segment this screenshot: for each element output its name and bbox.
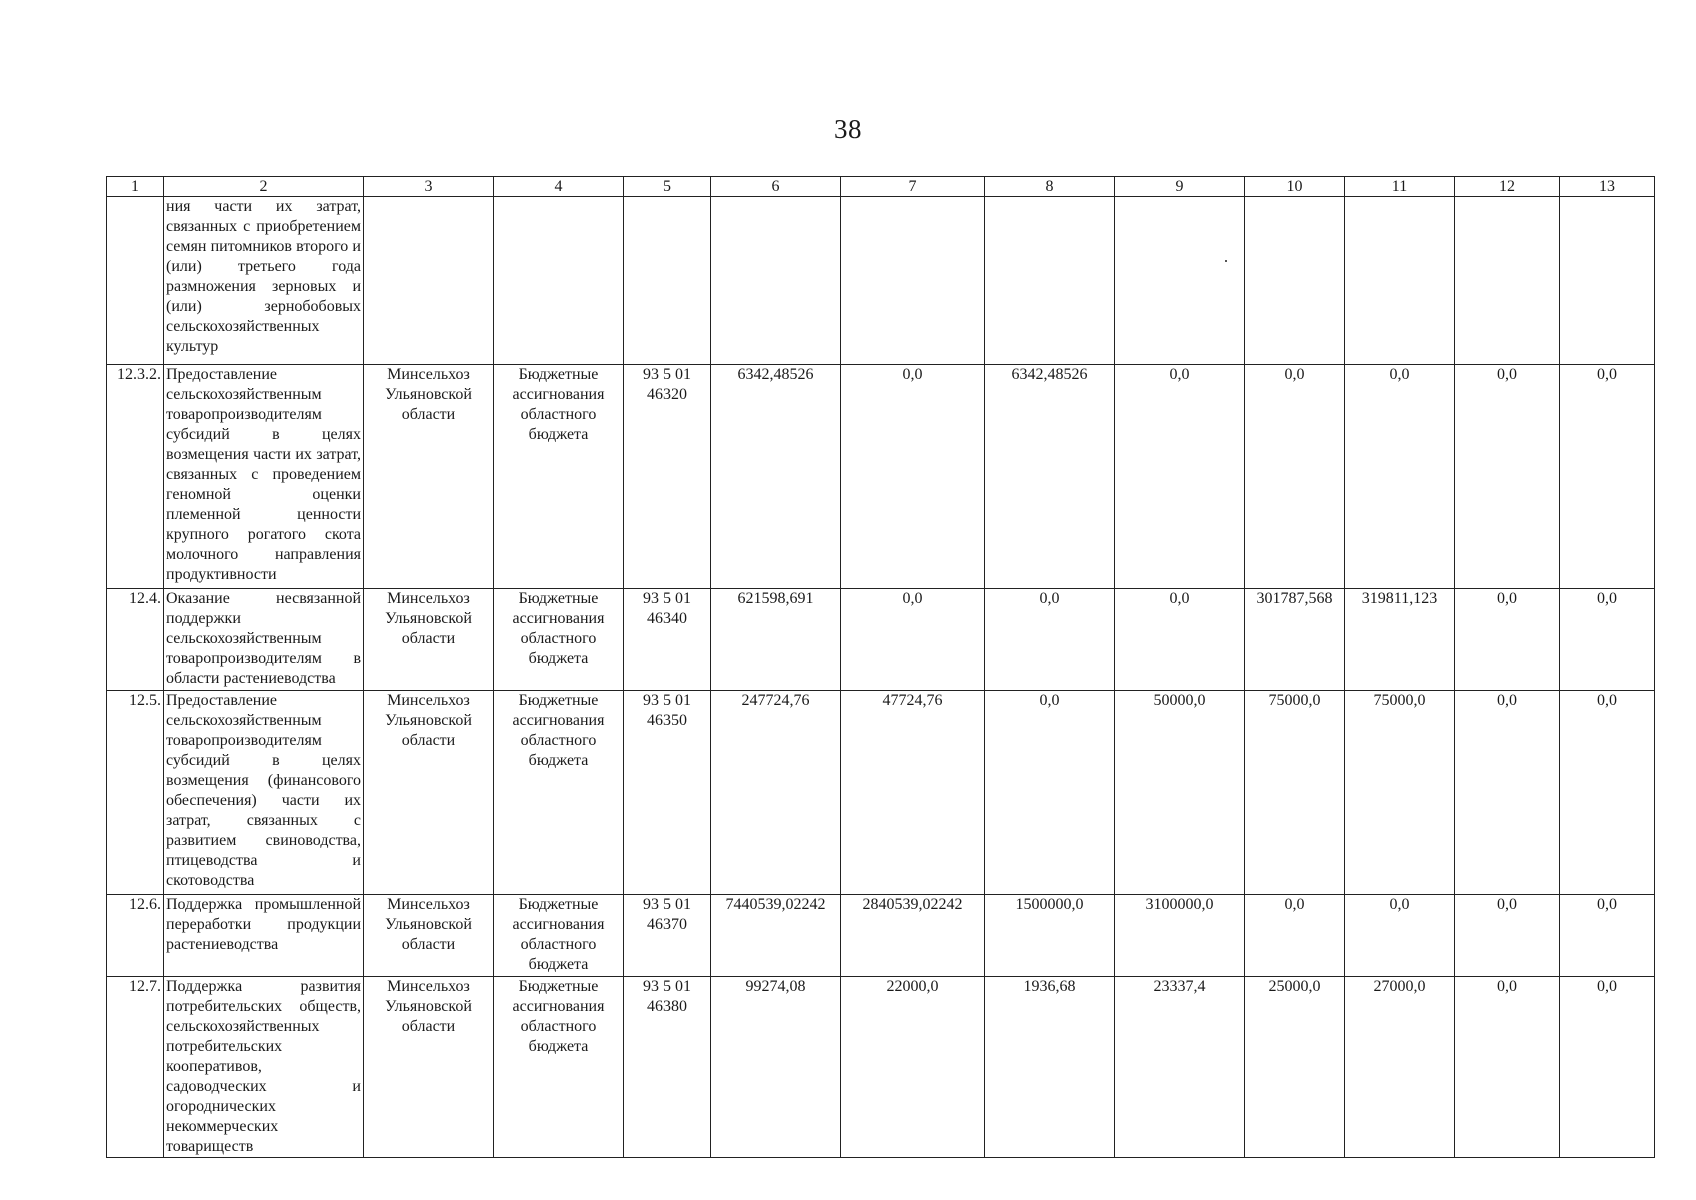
value-cell: 75000,0 (1345, 691, 1455, 895)
value-cell: 23337,4 (1115, 977, 1245, 1158)
funding-source: Бюджетные ассигнования областного бюджета (494, 977, 624, 1158)
funding-source: Бюджетные ассигнования областного бюджета (494, 691, 624, 895)
measure-name: Оказание несвязанной поддержки сельскохозяйственным товаропроизводителям в области растениеводства (164, 589, 364, 691)
value-cell: 0,0 (1455, 589, 1560, 691)
budget-code: 93 5 01 46320 (624, 365, 711, 589)
page-number: 38 (834, 114, 862, 144)
measure-name: ния части их затрат, связанных с приобретением семян питомников второго и (или) третьего года размножения зерновых и (или) зернобобовых сельскохозяйственных культур (164, 197, 364, 365)
value-cell: 1500000,0 (985, 895, 1115, 977)
value-cell: 0,0 (1560, 691, 1655, 895)
table-row (107, 589, 1655, 691)
table-header (107, 177, 1655, 197)
budget-code: 93 5 01 46350 (624, 691, 711, 895)
value-cell (1115, 197, 1245, 365)
value-cell (1245, 197, 1345, 365)
column-header: 10 (1245, 177, 1345, 197)
column-header: 8 (985, 177, 1115, 197)
value-cell: 27000,0 (1345, 977, 1455, 1158)
value-cell: 0,0 (985, 589, 1115, 691)
value-cell: 0,0 (1455, 691, 1560, 895)
column-header: 11 (1345, 177, 1455, 197)
value-cell: 22000,0 (841, 977, 985, 1158)
value-cell: 75000,0 (1245, 691, 1345, 895)
budget-code (624, 197, 711, 365)
column-header: 1 (107, 177, 164, 197)
value-cell: 319811,123 (1345, 589, 1455, 691)
responsible-org: Минсельхоз Ульяновской области (364, 691, 494, 895)
value-cell: 0,0 (985, 691, 1115, 895)
row-number: 12.7. (107, 977, 164, 1158)
value-cell: 3100000,0 (1115, 895, 1245, 977)
value-cell: 99274,08 (711, 977, 841, 1158)
column-header: 12 (1455, 177, 1560, 197)
value-cell: 0,0 (1560, 977, 1655, 1158)
row-number: 12.5. (107, 691, 164, 895)
funding-source (494, 197, 624, 365)
value-cell (1455, 197, 1560, 365)
value-cell: 0,0 (1115, 589, 1245, 691)
responsible-org: Минсельхоз Ульяновской области (364, 895, 494, 977)
column-header: 6 (711, 177, 841, 197)
value-cell (985, 197, 1115, 365)
column-header: 7 (841, 177, 985, 197)
value-cell: 6342,48526 (711, 365, 841, 589)
column-header: 13 (1560, 177, 1655, 197)
value-cell (1345, 197, 1455, 365)
row-number: 12.3.2. (107, 365, 164, 589)
budget-code: 93 5 01 46340 (624, 589, 711, 691)
budget-code: 93 5 01 46380 (624, 977, 711, 1158)
table-row (107, 691, 1655, 895)
row-number: 12.4. (107, 589, 164, 691)
value-cell: 47724,76 (841, 691, 985, 895)
table-row (107, 365, 1655, 589)
value-cell: 25000,0 (1245, 977, 1345, 1158)
measure-name: Предоставление сельскохозяйственным товаропроизводителям субсидий в целях возмещения части их затрат, связанных с проведением геномной оценки племенной ценности крупного рогатого скота молочного направления продуктивности (164, 365, 364, 589)
value-cell (841, 197, 985, 365)
value-cell: 0,0 (1560, 589, 1655, 691)
value-cell: 0,0 (1560, 895, 1655, 977)
value-cell: 0,0 (841, 365, 985, 589)
value-cell: 0,0 (1560, 365, 1655, 589)
row-number (107, 197, 164, 365)
value-cell: 0,0 (1455, 895, 1560, 977)
value-cell: 7440539,02242 (711, 895, 841, 977)
value-cell: 6342,48526 (985, 365, 1115, 589)
value-cell: 0,0 (1455, 365, 1560, 589)
value-cell: 2840539,02242 (841, 895, 985, 977)
responsible-org: Минсельхоз Ульяновской области (364, 589, 494, 691)
measure-name: Поддержка развития потребительских обществ, сельскохозяйственных потребительских кооперативов, садоводческих и огороднических некоммерческих товариществ (164, 977, 364, 1158)
header-row (107, 177, 1655, 197)
value-cell: 0,0 (1115, 365, 1245, 589)
value-cell: 0,0 (1345, 895, 1455, 977)
value-cell: 0,0 (1245, 895, 1345, 977)
budget-code: 93 5 01 46370 (624, 895, 711, 977)
value-cell: 50000,0 (1115, 691, 1245, 895)
measure-name: Поддержка промышленной переработки продукции растениеводства (164, 895, 364, 977)
responsible-org (364, 197, 494, 365)
funding-source: Бюджетные ассигнования областного бюджета (494, 589, 624, 691)
value-cell: 1936,68 (985, 977, 1115, 1158)
column-header: 3 (364, 177, 494, 197)
column-header: 4 (494, 177, 624, 197)
table-row (107, 895, 1655, 977)
value-cell: 247724,76 (711, 691, 841, 895)
table-row (107, 197, 1655, 365)
value-cell: 0,0 (841, 589, 985, 691)
row-number: 12.6. (107, 895, 164, 977)
column-header: 5 (624, 177, 711, 197)
value-cell (711, 197, 841, 365)
measure-name: Предоставление сельскохозяйственным товаропроизводителям субсидий в целях возмещения (финансового обеспечения) части их затрат, связанных с развитием свиноводства, птицеводства и скотоводства (164, 691, 364, 895)
value-cell: 0,0 (1455, 977, 1560, 1158)
funding-source: Бюджетные ассигнования областного бюджета (494, 895, 624, 977)
table-row (107, 977, 1655, 1158)
value-cell: 621598,691 (711, 589, 841, 691)
budget-table (106, 176, 1655, 1158)
value-cell: 0,0 (1245, 365, 1345, 589)
column-header: 9 (1115, 177, 1245, 197)
column-header: 2 (164, 177, 364, 197)
scan-speck (1225, 260, 1227, 262)
responsible-org: Минсельхоз Ульяновской области (364, 365, 494, 589)
value-cell: 0,0 (1345, 365, 1455, 589)
value-cell (1560, 197, 1655, 365)
value-cell: 301787,568 (1245, 589, 1345, 691)
funding-source: Бюджетные ассигнования областного бюджета (494, 365, 624, 589)
responsible-org: Минсельхоз Ульяновской области (364, 977, 494, 1158)
